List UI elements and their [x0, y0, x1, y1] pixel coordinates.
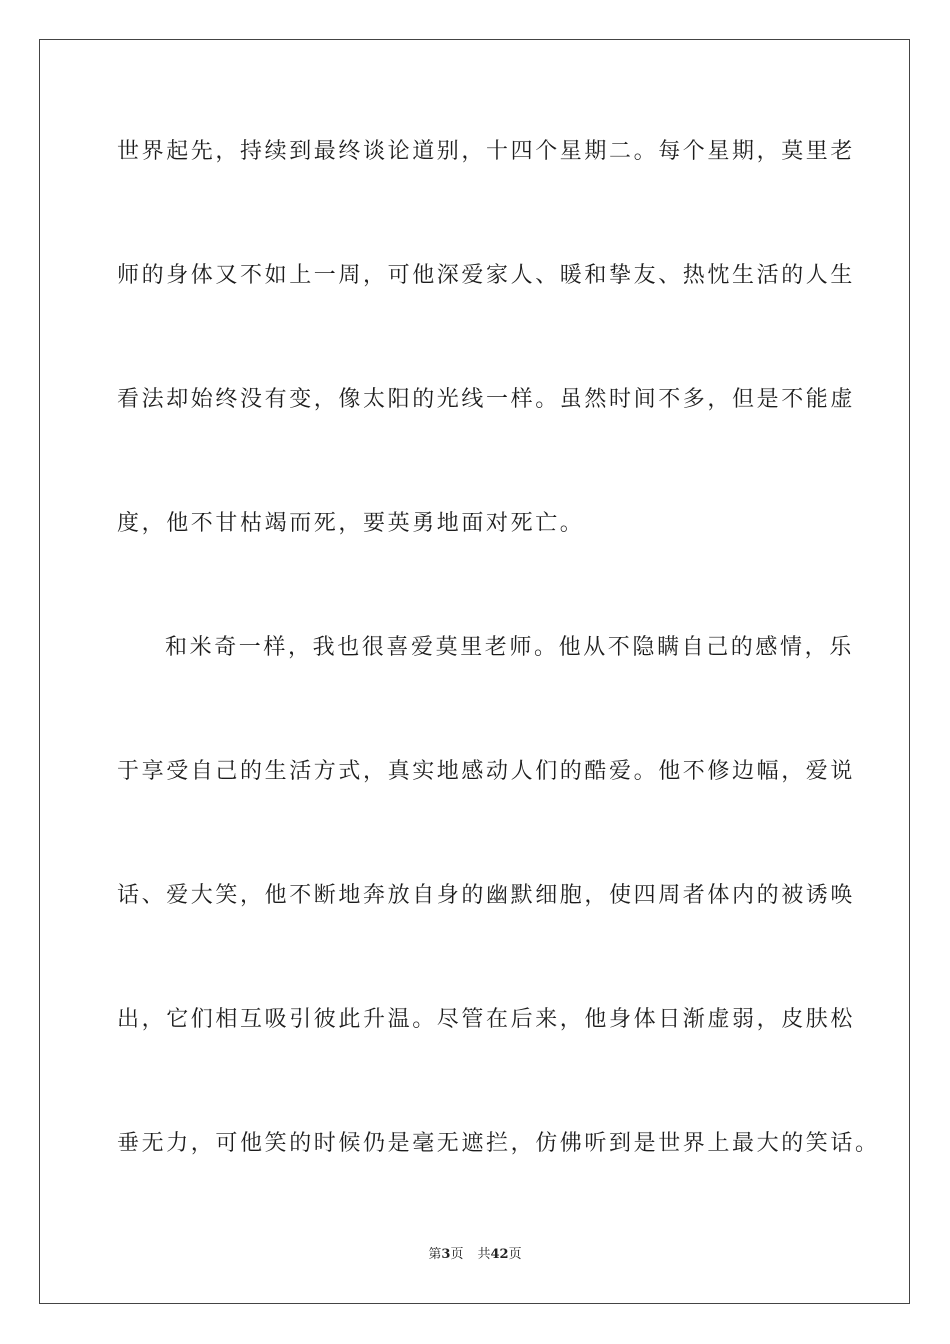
page-prefix: 第: [428, 1247, 442, 1262]
total-suffix: 页: [508, 1247, 522, 1262]
paragraph-line-5: 和米奇一样，我也很喜爱莫里老师。他从不隐瞒自己的感情，乐: [165, 635, 854, 660]
total-pages: 42: [490, 1247, 509, 1262]
paragraph-line-3: 看法却始终没有变，像太阳的光线一样。虽然时间不多，但是不能虚: [117, 387, 856, 412]
paragraph-line-8: 出，它们相互吸引彼此升温。尽管在后来，他身体日渐虚弱，皮肤松: [117, 1007, 856, 1032]
paragraph-line-4: 度，他不甘枯竭而死，要英勇地面对死亡。: [117, 511, 585, 536]
paragraph-line-2: 师的身体又不如上一周，可他深爱家人、暖和挚友、热忱生活的人生: [117, 263, 856, 288]
page-number: 3: [441, 1247, 451, 1262]
page-border: [39, 39, 910, 1304]
page-suffix: 页: [450, 1247, 464, 1262]
paragraph-line-6: 于享受自己的生活方式，真实地感动人们的酷爱。他不修边幅，爱说: [117, 759, 856, 784]
paragraph-line-1: 世界起先，持续到最终谈论道别，十四个星期二。每个星期，莫里老: [117, 139, 856, 164]
paragraph-line-7: 话、爱大笑，他不断地奔放自身的幽默细胞，使四周者体内的被诱唤: [117, 883, 856, 908]
page-footer: [0, 1246, 950, 1264]
total-prefix: 共: [477, 1247, 491, 1262]
paragraph-line-9: 垂无力，可他笑的时候仍是毫无遮拦，仿佛听到是世界上最大的笑话。: [117, 1131, 880, 1156]
